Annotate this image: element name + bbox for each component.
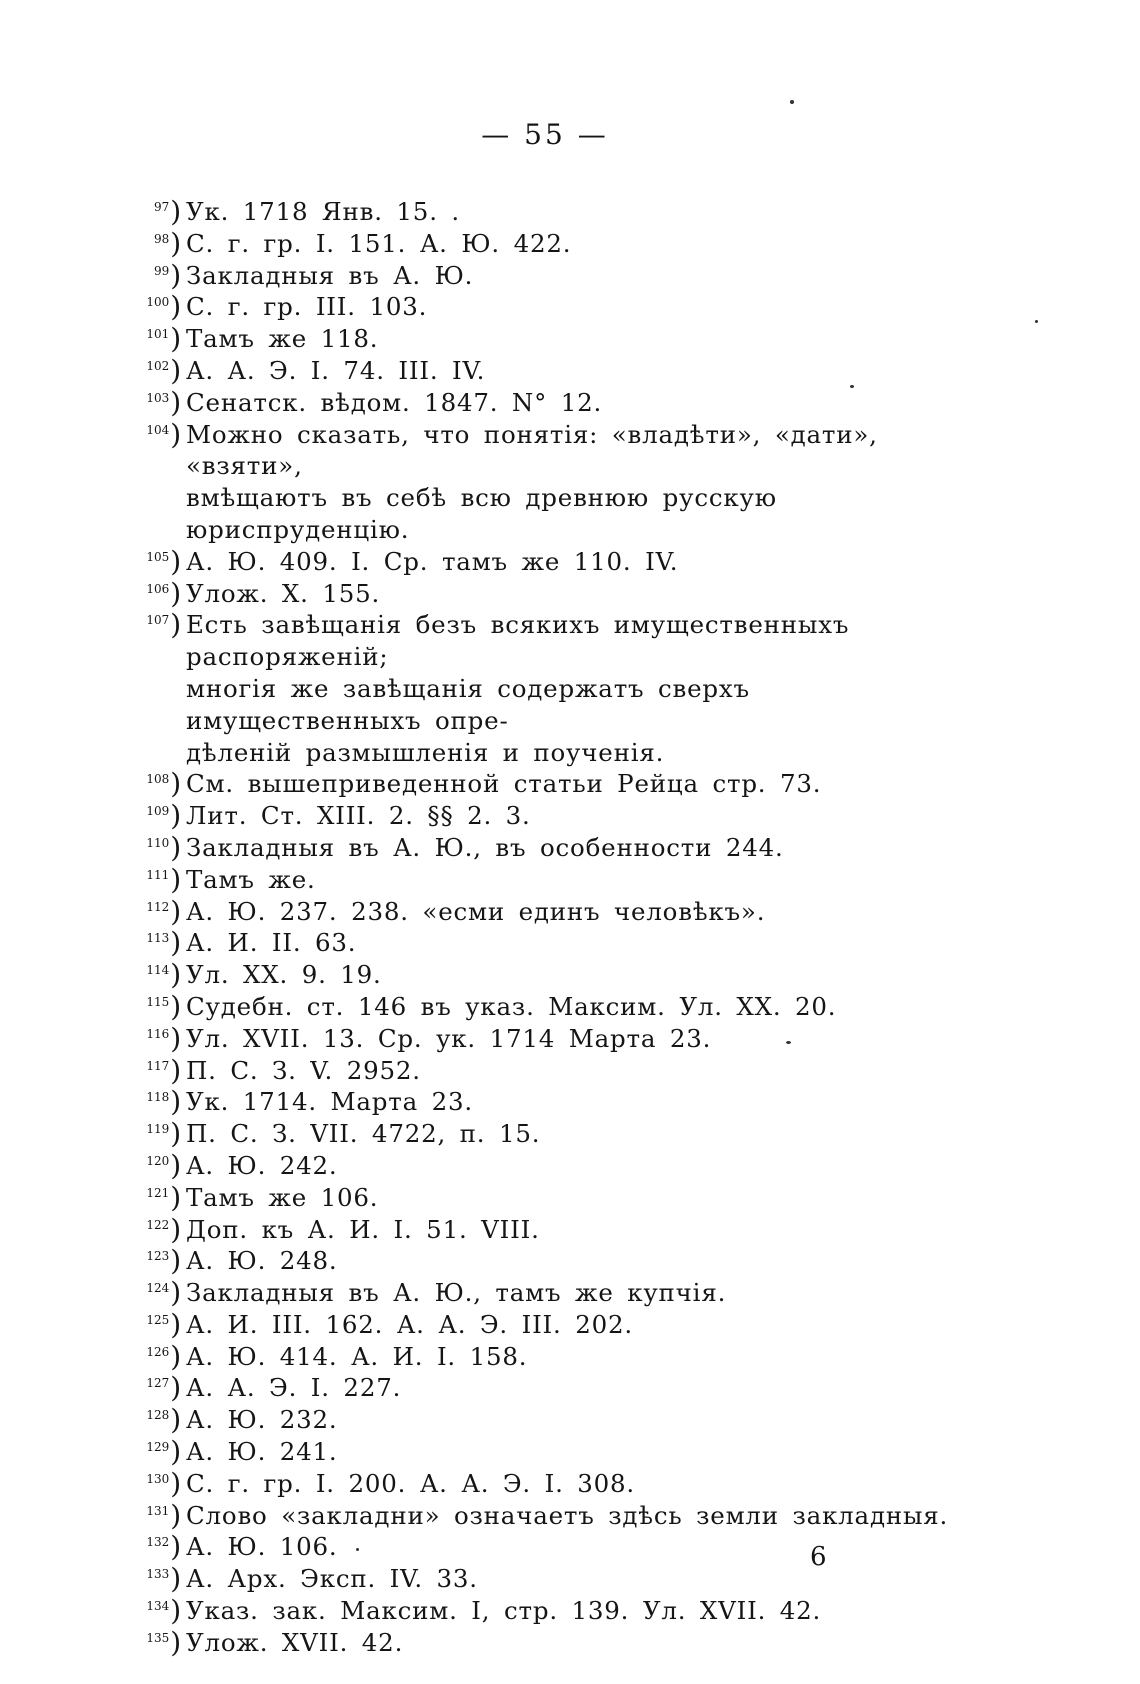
footnote-line: А. Ю. 241.	[186, 1437, 338, 1467]
footnote	[118, 1182, 998, 1214]
footnote-number: $^{133}$)	[146, 1562, 182, 1596]
footnote-line: С. г. гр. I. 200. А. А. Э. I. 308.	[186, 1468, 636, 1498]
footnote-number-value: 123	[146, 1249, 170, 1264]
footnote-number-value: 126	[146, 1344, 170, 1359]
print-speck	[1035, 320, 1038, 323]
footnote-number-value: 110	[146, 835, 170, 850]
footnote-number-value: 106	[146, 581, 170, 596]
footnote-number-value: 109	[146, 804, 170, 819]
footnote-number: $^{134}$)	[146, 1594, 182, 1628]
footnote-number: $^{120}$)	[146, 1148, 182, 1182]
footnote	[118, 196, 998, 228]
footnote-number: $^{110}$)	[146, 830, 182, 864]
footnote-line: Лит. Ст. XIII. 2. §§ 2. 3.	[186, 801, 531, 831]
footnote-number-value: 122	[146, 1217, 170, 1232]
footnote-line: П. С. З. VII. 4722, п. 15.	[186, 1119, 541, 1149]
footnote-number-value: 104	[146, 422, 170, 437]
footnote	[118, 1118, 998, 1150]
footnote-line: А. Ю. 242.	[186, 1150, 338, 1180]
footnote	[118, 1436, 998, 1468]
footnote-number-value: 98	[153, 231, 170, 246]
footnote	[118, 864, 998, 896]
footnote-number: $^{130}$)	[146, 1466, 182, 1500]
footnote-line: А. А. Э. I. 227.	[186, 1373, 402, 1403]
footnote	[118, 1563, 998, 1595]
footnote-line: Ук. 1714. Марта 23.	[186, 1087, 474, 1117]
footnote-number-value: 125	[146, 1312, 170, 1327]
footnote	[118, 832, 998, 864]
footnote-number-value: 112	[146, 899, 170, 914]
footnote-number-value: 102	[146, 358, 170, 373]
footnote-number-value: 132	[146, 1535, 170, 1550]
footnote-number-value: 99	[153, 263, 170, 278]
footnote	[118, 355, 998, 387]
footnote-number-value: 107	[146, 613, 170, 628]
footnote-line: Сенатск. вѣдом. 1847. N° 12.	[186, 387, 603, 417]
footnote-number-value: 128	[146, 1408, 170, 1423]
footnote-number-value: 135	[146, 1630, 170, 1645]
footnote-number: $^{115}$)	[146, 989, 182, 1023]
footnote-number: $^{102}$)	[146, 353, 182, 387]
footnote-number-value: 97	[153, 200, 170, 214]
footnote	[118, 1468, 998, 1500]
footnote-number-value: 131	[146, 1503, 170, 1518]
footnote	[118, 419, 998, 546]
footnote	[118, 1086, 998, 1118]
footnotes-list	[118, 196, 998, 1659]
footnote-line: Тамъ же 118.	[186, 324, 379, 354]
print-speck	[786, 1041, 791, 1044]
footnote-number: $^{104}$)	[146, 417, 182, 451]
footnote	[118, 578, 998, 610]
footnote-line: А. Ю. 106.	[186, 1532, 338, 1562]
footnote-line: Тамъ же 106.	[186, 1182, 379, 1212]
footnote	[118, 1404, 998, 1436]
footnote-line: А. Ю. 232.	[186, 1405, 338, 1435]
footnote-number: $^{114}$)	[146, 958, 182, 992]
footnote-number: $^{132}$)	[146, 1530, 182, 1564]
footnote-line: См. вышеприведенной статьи Рейца стр. 73.	[186, 769, 822, 799]
footnote	[118, 1023, 998, 1055]
footnote-number-value: 116	[146, 1026, 170, 1041]
footnote	[118, 1309, 998, 1341]
footnote	[118, 959, 998, 991]
footnote-number: $^{107}$)	[146, 608, 182, 642]
print-speck	[356, 1548, 359, 1551]
footnote-line: А. Ю. 237. 238. «есми единъ человѣкъ».	[186, 896, 766, 926]
signature-mark: 6	[810, 1542, 827, 1572]
footnote-number: $^{122}$)	[146, 1212, 182, 1246]
footnote	[118, 546, 998, 578]
footnote-line: А. Ю. 248.	[186, 1246, 338, 1276]
footnote-line: Есть завѣщанія безъ всякихъ имущественныхъ распоряженій;	[186, 610, 850, 672]
footnote-line: Судебн. ст. 146 въ указ. Максим. Ул. XX. 20.	[186, 991, 837, 1021]
footnote-number-value: 108	[146, 772, 170, 787]
footnote-number-value: 133	[146, 1567, 170, 1582]
footnote	[118, 991, 998, 1023]
footnote-number: $^{108}$)	[146, 767, 182, 801]
footnote-number: $^{124}$)	[146, 1276, 182, 1310]
footnote-number: $^{123}$)	[146, 1244, 182, 1278]
footnote-number: $^{99}$)	[153, 258, 182, 292]
footnote-number: $^{129}$)	[146, 1435, 182, 1469]
footnote-number-value: 113	[146, 931, 170, 946]
footnote-line: Ул. XVII. 13. Ср. ук. 1714 Марта 23.	[186, 1023, 712, 1053]
footnote	[118, 927, 998, 959]
footnote-line: Можно сказать, что понятія: «владѣти», «дати», «взяти»,	[186, 419, 878, 481]
footnote-number-value: 117	[146, 1058, 170, 1073]
footnote-number: $^{116}$)	[146, 1021, 182, 1055]
footnote	[118, 387, 998, 419]
footnote-line: Закладныя въ А. Ю.	[186, 260, 474, 290]
footnote-number-value: 115	[146, 994, 170, 1009]
footnote-line: Слово «закладни» означаетъ здѣсь земли закладныя.	[186, 1500, 949, 1530]
footnote-number: $^{126}$)	[146, 1339, 182, 1373]
footnote	[118, 1341, 998, 1373]
footnote-number: $^{112}$)	[146, 894, 182, 928]
footnote-number: $^{106}$)	[146, 576, 182, 610]
footnote	[118, 1372, 998, 1404]
print-speck	[790, 100, 794, 104]
footnote-number: $^{109}$)	[146, 799, 182, 833]
footnote-number: $^{117}$)	[146, 1053, 182, 1087]
footnote-number: $^{128}$)	[146, 1403, 182, 1437]
footnote	[118, 1531, 998, 1563]
footnote	[118, 1245, 998, 1277]
footnote	[118, 260, 998, 292]
footnote-line: Ук. 1718 Янв. 15. .	[186, 197, 460, 226]
footnote	[118, 1214, 998, 1246]
footnote-number: $^{127}$)	[146, 1371, 182, 1405]
footnote-number-value: 127	[146, 1376, 170, 1391]
footnote-number-value: 100	[146, 295, 170, 310]
footnote-line: А. Арх. Эксп. IV. 33.	[186, 1564, 478, 1594]
footnote-number-value: 124	[146, 1281, 170, 1296]
print-speck	[850, 385, 854, 388]
footnote-line: С. г. гр. III. 103.	[186, 292, 428, 322]
footnote-number: $^{101}$)	[146, 322, 182, 356]
footnote-line: Доп. къ А. И. I. 51. VIII.	[186, 1214, 540, 1244]
footnote-line: Улож. XVII. 42.	[186, 1627, 404, 1657]
footnote-number: $^{125}$)	[146, 1307, 182, 1341]
footnote-number-value: 134	[146, 1599, 170, 1614]
footnote	[118, 800, 998, 832]
footnote-number-value: 129	[146, 1440, 170, 1455]
footnote-line: Ул. XX. 9. 19.	[186, 960, 382, 990]
footnote	[118, 896, 998, 928]
footnote-number-value: 111	[146, 867, 170, 882]
footnote-line: А. А. Э. I. 74. III. IV.	[186, 355, 486, 385]
footnote-number-value: 120	[146, 1153, 170, 1168]
footnote-number: $^{97}$)	[153, 195, 182, 228]
footnote-number: $^{103}$)	[146, 385, 182, 419]
footnote-number-value: 130	[146, 1471, 170, 1486]
footnote	[118, 609, 998, 768]
footnote-line: А. Ю. 409. I. Ср. тамъ же 110. IV.	[186, 546, 679, 576]
footnote-line: Улож. X. 155.	[186, 578, 381, 608]
footnote	[118, 228, 998, 260]
footnote-line: многія же завѣщанія содержатъ сверхъ имущественныхъ опре-	[186, 673, 750, 735]
footnote-number-value: 103	[146, 390, 170, 405]
footnote	[118, 291, 998, 323]
footnote-number: $^{118}$)	[146, 1085, 182, 1119]
footnote-number: $^{98}$)	[153, 226, 182, 260]
footnote-line: Закладныя въ А. Ю., тамъ же купчія.	[186, 1278, 727, 1308]
page-number-header: — 55 —	[481, 118, 609, 151]
footnote-number-value: 101	[146, 327, 170, 342]
footnote-number: $^{105}$)	[146, 544, 182, 578]
footnote-line: вмѣщаютъ въ себѣ всю древнюю русскую юриспруденцію.	[186, 483, 777, 544]
footnote-line: Указ. зак. Максим. I, стр. 139. Ул. XVII. 42.	[186, 1596, 822, 1626]
footnote	[118, 1055, 998, 1087]
footnote-line: С. г. гр. I. 151. А. Ю. 422.	[186, 228, 572, 258]
footnote-number: $^{121}$)	[146, 1180, 182, 1214]
footnote-number-value: 114	[146, 963, 170, 978]
footnote-line: П. С. З. V. 2952.	[186, 1055, 421, 1085]
footnote	[118, 1150, 998, 1182]
footnote-number: $^{119}$)	[146, 1117, 182, 1151]
footnote	[118, 1277, 998, 1309]
footnote	[118, 1627, 998, 1659]
footnote-line: А. И. II. 63.	[186, 928, 357, 958]
footnote-number-value: 118	[146, 1090, 170, 1105]
footnote-number-value: 105	[146, 549, 170, 564]
footnote-line: Тамъ же.	[186, 864, 316, 894]
footnote-number: $^{135}$)	[146, 1625, 182, 1659]
footnote-number-value: 121	[146, 1185, 170, 1200]
footnote-line: Закладныя въ А. Ю., въ особенности 244.	[186, 832, 784, 862]
footnote-line: дѣленій размышленія и поученія.	[186, 737, 665, 767]
footnote	[118, 323, 998, 355]
footnote	[118, 768, 998, 800]
footnote	[118, 1595, 998, 1627]
footnote-number: $^{111}$)	[146, 862, 182, 896]
footnote-line: А. И. III. 162. А. А. Э. III. 202.	[186, 1309, 633, 1339]
footnote-number-value: 119	[146, 1122, 170, 1137]
footnote	[118, 1500, 998, 1532]
footnote-number: $^{113}$)	[146, 926, 182, 960]
footnote-line: А. Ю. 414. А. И. I. 158.	[186, 1341, 528, 1371]
footnote-number: $^{100}$)	[146, 290, 182, 324]
footnote-number: $^{131}$)	[146, 1498, 182, 1532]
